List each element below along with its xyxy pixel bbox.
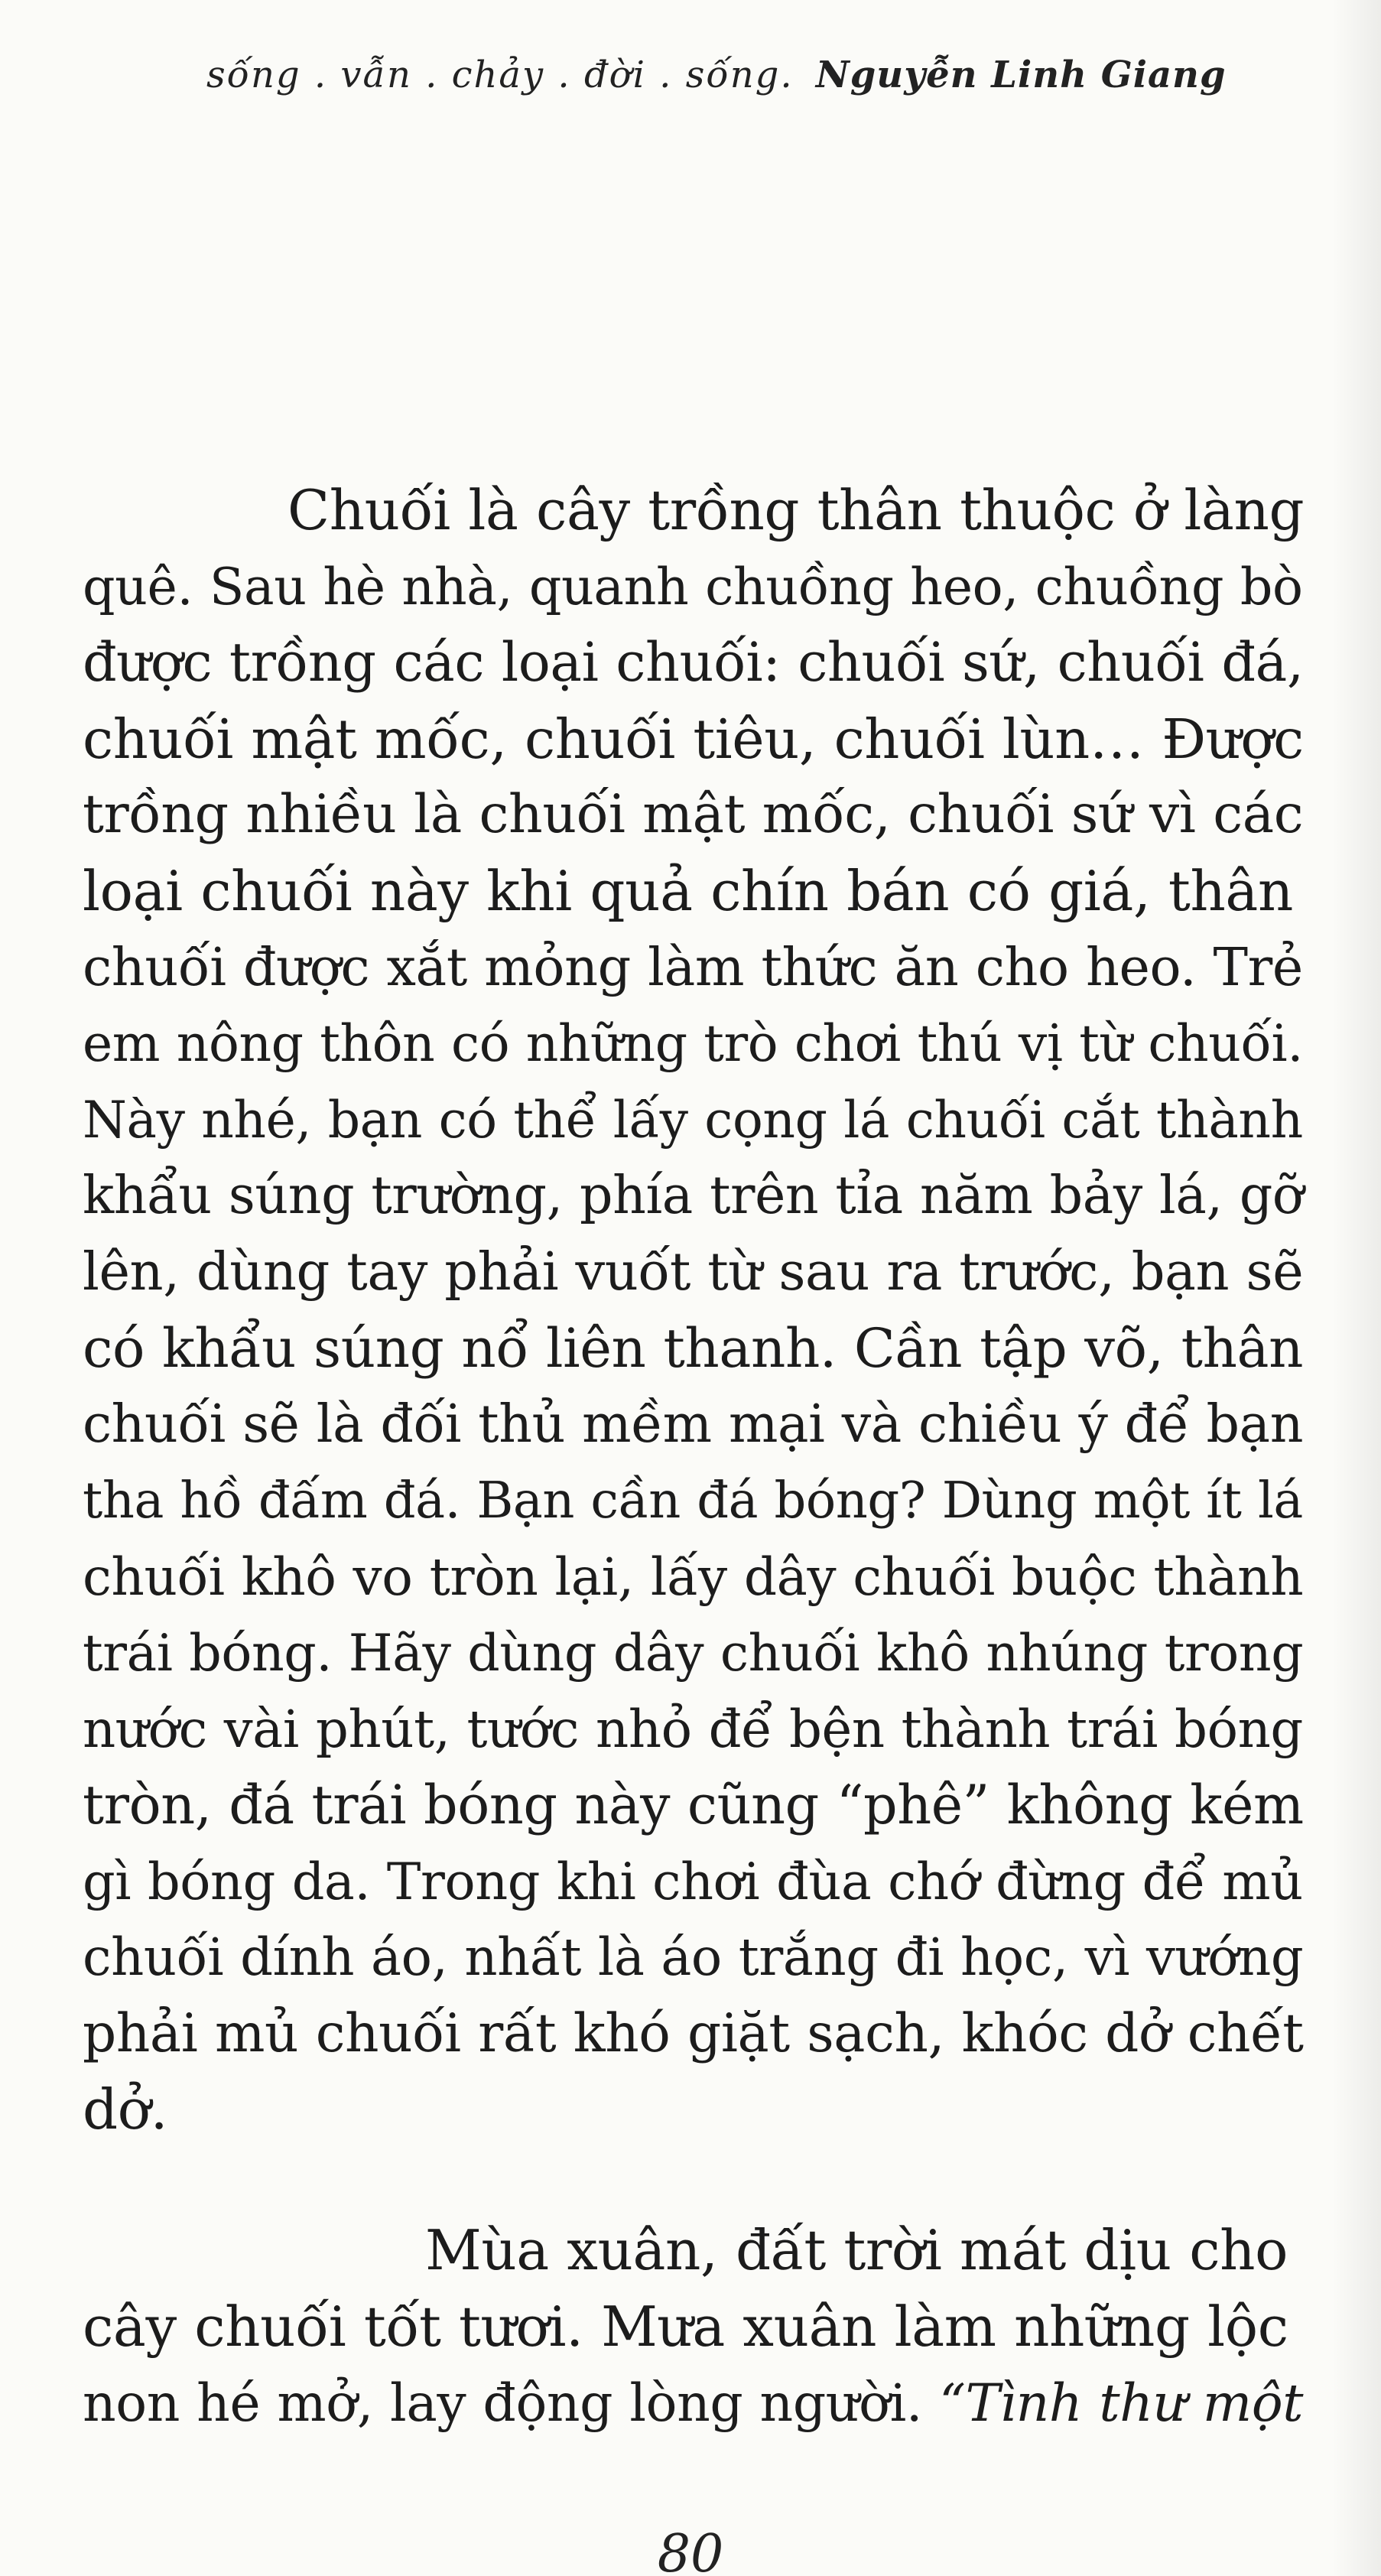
text-line: được trồng các loại chuối: chuối sứ, chuối đá, <box>83 632 1304 694</box>
page-edge-shadow <box>1332 0 1381 2576</box>
text-line-main: non hé mở, lay động lòng người. <box>83 2373 923 2434</box>
text-line: chuối được xắt mỏng làm thức ăn cho heo. Trẻ <box>83 937 1303 998</box>
text-line: em nông thôn có những trò chơi thú vị từ chuối. <box>83 1014 1303 1074</box>
text-line: tha hồ đấm đá. Bạn cần đá bóng? Dùng một ít lá <box>83 1471 1303 1530</box>
italic-quote-start: “Tình thư một <box>939 2373 1304 2434</box>
header-author: Nguyễn Linh Giang <box>815 54 1227 96</box>
text-line: trồng nhiều là chuối mật mốc, chuối sứ vì các <box>83 784 1304 846</box>
text-line: Mùa xuân, đất trời mát dịu cho <box>425 2218 1288 2282</box>
page-number: 80 <box>657 2524 724 2576</box>
header-slogan: sống . vẫn . chảy . đời . sống. <box>206 54 794 96</box>
text-line: nước vài phút, tước nhỏ để bện thành trái bóng <box>83 1699 1303 1759</box>
paragraph-bananas-intro <box>83 473 1310 2148</box>
text-line: chuối dính áo, nhất là áo trắng đi học, vì vướng <box>83 1927 1304 1988</box>
text-line: Này nhé, bạn có thể lấy cọng lá chuối cắt thành <box>83 1090 1303 1150</box>
text-line: gì bóng da. Trong khi chơi đùa chớ đừng để mủ <box>83 1851 1303 1911</box>
text-line: chuối khô vo tròn lại, lấy dây chuối buộc thành <box>83 1547 1304 1608</box>
text-line: phải mủ chuối rất khó giặt sạch, khóc dở chết <box>83 2002 1304 2064</box>
text-line: loại chuối này khi quả chín bán có giá, thân <box>83 858 1293 923</box>
text-line: lên, dùng tay phải vuốt từ sau ra trước, bạn sẽ <box>83 1241 1304 1303</box>
text-line: cây chuối tốt tươi. Mưa xuân làm những lộc <box>83 2294 1288 2359</box>
paragraph-spring <box>83 2213 1310 2441</box>
text-line: khẩu súng trường, phía trên tỉa năm bảy lá, gỡ <box>83 1166 1304 1227</box>
text-line: tròn, đá trái bóng này cũng “phê” không kém <box>83 1774 1304 1837</box>
text-line: có khẩu súng nổ liên thanh. Cần tập võ, thân <box>83 1316 1304 1380</box>
text-line: chuối mật mốc, chuối tiêu, chuối lùn… Được <box>83 707 1304 771</box>
text-line <box>83 2365 1310 2441</box>
text-line: trái bóng. Hãy dùng dây chuối khô nhúng trong <box>83 1622 1304 1683</box>
text-line: quê. Sau hè nhà, quanh chuồng heo, chuồng bò <box>83 556 1303 616</box>
running-header <box>206 54 1227 138</box>
text-line: dở. <box>83 2077 168 2142</box>
text-line: chuối sẽ là đối thủ mềm mại và chiều ý để bạn <box>83 1394 1304 1456</box>
text-line: Chuối là cây trồng thân thuộc ở làng <box>288 478 1305 542</box>
